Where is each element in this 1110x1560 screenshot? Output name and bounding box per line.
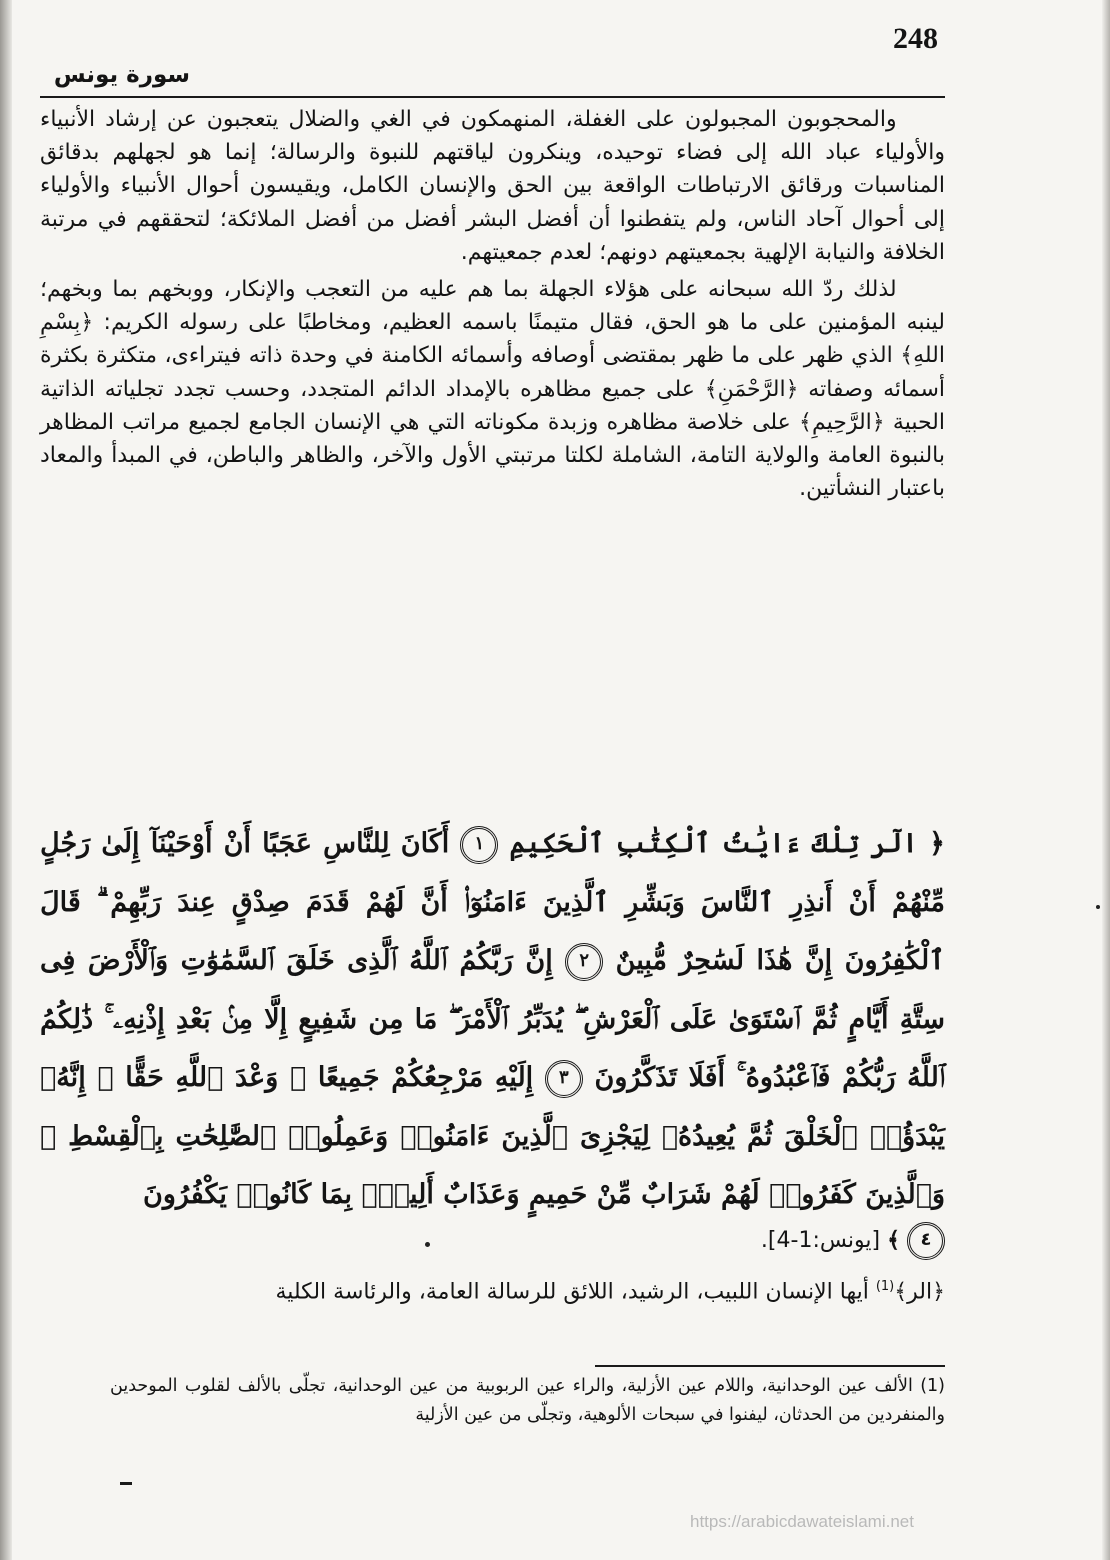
commentary-text: أيها الإنسان اللبيب، الرشيد، اللائق للرسالة العامة، والرئاسة الكلية bbox=[275, 1279, 876, 1305]
scan-speck bbox=[425, 1242, 430, 1247]
ayah-text: إِلَيْهِ مَرْجِعُكُمْ جَمِيعًا ۖ وَعْدَ ٱللَّهِ حَقًّا ۚ إِنَّهُۥ يَبْدَؤُا۟ ٱلْخَلْقَ ثُمَّ يُعِيدُهُۥ لِيَجْزِىَ ٱلَّذِينَ ءَامَنُوا۟ وَعَمِلُوا۟ ٱلصَّٰلِحَٰتِ بِٱلْقِسْطِ ۚ وَٱلَّذِينَ كَفَرُوا۟ لَهُمْ شَرَابٌ مِّنْ حَمِيمٍ وَعَذَابٌ أَلِيمٌۢ بِمَا كَانُوا۟ يَكْفُرُونَ bbox=[40, 1062, 945, 1210]
body-text bbox=[40, 103, 945, 505]
quran-close-brace: ﴾ bbox=[887, 1228, 900, 1253]
ayah-number-marker: ٤ bbox=[907, 1222, 945, 1260]
verse-reference bbox=[640, 1222, 945, 1260]
footnote: (1) الألف عين الوحدانية، واللام عين الأزلية، والراء عين الربوبية من عين الوحدانية، تجلّى بالألف لقلوب الموحدين والمنفردين من الحدثان، ليفنوا في سبحات الألوهية، وتجلّى من عين الأزلية bbox=[110, 1376, 945, 1425]
paragraph: والمحجوبون المجبولون على الغفلة، المنهمكون في الغي والضلال يتعجبون عن إرشاد الأنبياء والأولياء عباد الله إلى فضاء توحيده، وينكرون لياقتهم للنبوة والرسالة؛ إنما هو لجهلهم بدقائق المناسبات ورقائق الارتباطات الواقعة بين الحق والإنسان الكامل، ويقيسون أحوال الأنبياء والأولياء إلى أحوال آحاد الناس، ولم يتفطنوا أن أفضل البشر أفضل من أفضل الملائكة؛ لتحققهم في مرتبة الخلافة والنيابة الإلهية بجمعيتهم دونهم؛ لعدم جمعيتهم. bbox=[40, 107, 945, 265]
ayah-number-marker: ٢ bbox=[565, 943, 603, 981]
footnote-marker: (1) bbox=[875, 1279, 895, 1294]
header-rule bbox=[40, 96, 945, 98]
continuation-dash bbox=[120, 1482, 132, 1485]
ayah-number-marker: ١ bbox=[460, 826, 498, 864]
scan-speck bbox=[1096, 905, 1100, 909]
ayah-text: الٓر تِلْكَ ءَايَٰتُ ٱلْكِتَٰبِ ٱلْحَكِيمِ bbox=[509, 828, 919, 859]
scan-shadow-left bbox=[0, 0, 12, 1560]
ayah-number-marker: ٣ bbox=[545, 1060, 583, 1098]
commentary-line bbox=[40, 1270, 945, 1308]
watermark-url: https://arabicdawateislami.net bbox=[690, 1512, 914, 1531]
ayah-text: إِنَّ رَبَّكُمُ ٱللَّهُ ٱلَّذِى خَلَقَ ٱلسَّمَٰوَٰتِ وَٱلْأَرْضَ فِى سِتَّةِ أَيَّامٍ ثُمَّ ٱسْتَوَىٰ عَلَى ٱلْعَرْشِ ۖ يُدَبِّرُ ٱلْأَمْرَ ۖ مَا مِن شَفِيعٍ إِلَّا مِنۢ بَعْدِ إِذْنِهِۦ ۚ ذَٰلِكُمُ ٱللَّهُ رَبُّكُمْ فَٱعْبُدُوهُ ۚ أَفَلَا تَذَكَّرُونَ bbox=[40, 945, 945, 1093]
surah-reference: [يونس:1-4]. bbox=[760, 1228, 881, 1253]
scan-shadow-right bbox=[1102, 0, 1110, 1560]
running-head: سورة يونس bbox=[53, 62, 190, 88]
ayah-text: أَكَانَ لِلنَّاسِ عَجَبًا أَنْ أَوْحَيْنَآ إِلَىٰ رَجُلٍ مِّنْهُمْ أَنْ أَنذِرِ ٱلنَّاسَ وَبَشِّرِ ٱلَّذِينَ ءَامَنُوٓا۟ أَنَّ لَهُمْ قَدَمَ صِدْقٍ عِندَ رَبِّهِمْ ۗ قَالَ ٱلْكَٰفِرُونَ إِنَّ هَٰذَا لَسَٰحِرٌ مُّبِينٌ bbox=[40, 828, 946, 976]
quran-verses bbox=[40, 815, 945, 1225]
quran-open-brace: ﴿ bbox=[929, 828, 945, 859]
page-number: 248 bbox=[893, 22, 938, 55]
footnote-rule bbox=[595, 1365, 945, 1367]
paragraph: لذلك ردّ الله سبحانه على هؤلاء الجهلة بما هم عليه من التعجب والإنكار، ووبخهم بما وبخهم؛ لينبه المؤمنين على ما هو الحق، فقال متيمنًا باسمه العظيم، ومخاطبًا على رسوله الكريم: ﴿بِسْمِ اللهِ﴾ الذي ظهر على ما ظهر بمقتضى أوصافه وأسمائه الكامنة في وحدة ذاته فيتراءى، متكثرة بكثرة أسمائه وصفاته ﴿الرَّحْمَنِ﴾ على جميع مظاهره بالإمداد الدائم المتجدد، وحسب تجدد تجلياته الذاتية الحبية ﴿الرَّحِيمِ﴾ على خلاصة مظاهره وزبدة مكوناته التي هي الإنسان الجامع لجميع مراتب المظاهر بالنبوة العامة والولاية التامة، الشاملة لكلتا مرتبتي الأول والآخر، والظاهر والباطن، في المبدأ والمعاد باعتبار النشأتين. bbox=[40, 277, 945, 502]
commentary-keyword: ﴿الر﴾ bbox=[894, 1279, 945, 1305]
